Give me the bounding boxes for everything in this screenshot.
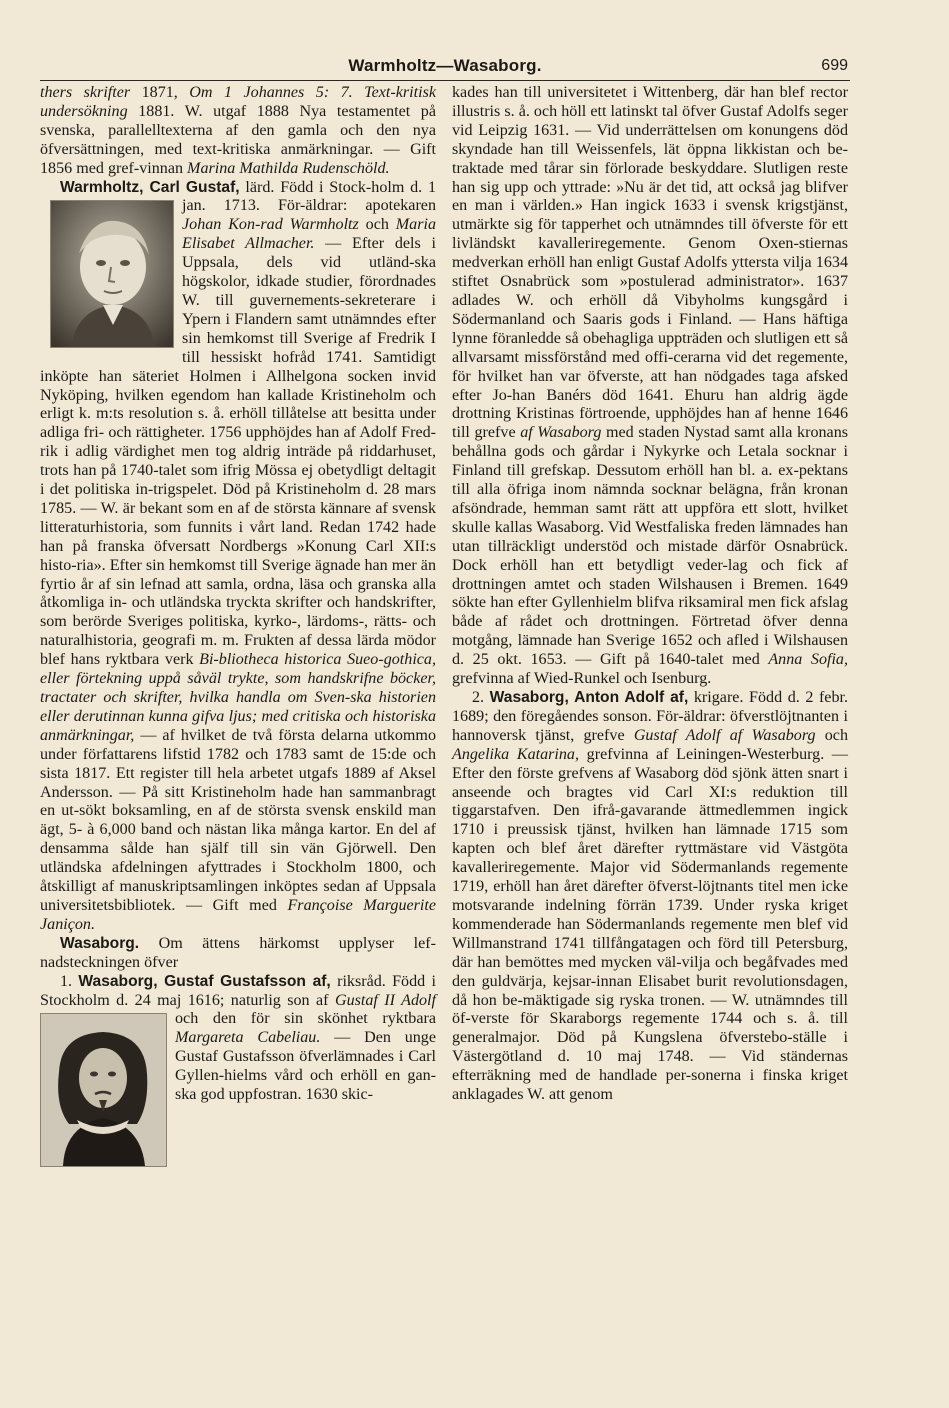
entry-gustaf-gustafsson: 1. Wasaborg, Gustaf Gustafsson af, riksråd. Född i Stockholm d. 24 maj 1616; naturlig son af Gustaf II Adolf och den för sin skönhet ryktbara Margareta Cabeliau. — Den unge Gustaf Gustafsson öfverlämnades i Carl Gyllen-hielms vård och erhöll en gan-ska god uppfostran. 1630 skic- — [40, 973, 436, 1105]
entry-heading: Wasaborg, Anton Adolf af, — [489, 689, 689, 706]
entry-heading: Wasaborg, Gustaf Gustafsson af, — [78, 972, 331, 990]
portrait-gustaf-gustafsson — [40, 1013, 167, 1167]
page-number: 699 — [821, 57, 848, 74]
entry-wasaborg-family: Wasaborg. Om ättens härkomst upplyser lef-nadsteckningen öfver — [40, 934, 436, 971]
entry-anton-adolf: 2. Wasaborg, Anton Adolf af, krigare. Född d. 2 febr. 1689; den föregåendes sonson. För-äldrar: öfverstlöjtnanten i hannoversk tjänst, grefve Gustaf Adolf af Wasaborg och Angelika Katarina, grefvinna af Leiningen-Westerburg. — Efter den förste grefvens af Wasaborg död sjönk ätten snart i anseende och bragtes vid Carl XI:s reduktion till tiggarstafven. Den ifrå-gavarande ättmedlemmen ingick 1710 i preussisk tjänst, hvilken han lämnade 1715 som kapten och blef året därefter ryttmästare vid Västgöta kavalleriregemente. Major vid Södermanlands regemente 1719, erhöll han året därefter öfverst-löjtnants titel men icke motsvarande indelning förrän 1739. Under ryska kriget kommenderade han Södermanlands regemente men blef vid Willmanstrand 1741 tillfångatagen och förd till Petersburg, där han bemöttes med mycken väl-vilja och begåfvades med den guldvärja, kejsar-innan Elisabet burit revolutionsdagen, då hon be-mäktigade sig ryska tronen. — W. utnämndes till öf-verste för Skaraborgs regemente 1744 och s. å. till generalmajor. Död på Kungslena öfverstebo-ställe i Västergötland d. 10 maj 1748. — Vid ständernas efterräkning med de handlade per-sonerna i finska kriget anklagades W. att genom — [452, 689, 849, 1104]
entry-gustaf-gustafsson-continued: kades han till universitetet i Wittenberg, där han blef rector illustris s. å. och höll ett latinskt tal öfver Gustaf Adolfs seger vid Leipzig 1631. — Vid underrättelsen om konungens död skyndade han till Weissenfels, lät öppna likkistan och be-traktade med tårar sin förlorade beskyddare. Slutligen reste han sig upp och yttrade: »Nu är det tid, att också jag blifver en man i världen.» Han ingick 1633 i svensk krigstjänst, utmärkte sig för tapperhet och utnämndes till öfverste för ett livländskt kavalleriregemente. Genom Oxen-stiernas medverkan erhöll han enligt Gustaf Adolfs yttersta vilja 1634 stiftet Osnabrück som »postulerad administrator». 1637 adlades W. och erhöll då Vibyholms kungsgård i Södermanland och Saaris gods i Finland. — Hans häftiga lynne föranledde så obehagliga uppträden och slutligen ett så allvarsamt missförstånd med offi-cerarna vid det regemente, för hvilket han var öfverste, att han nödgades taga afsked efter Jo-han Banérs död 1641. Ehuru han aldrig ägde drottning Kristinas förtroende, upphöjdes han af henne 1646 till grefve af Wasaborg med staden Nystad samt alla kronans behållna gods och gårdar i Nykyrke och Letala socknar i Finland till grefskap. Dessutom erhöll han bl. a. ex-pektans till alla öfriga inom nämnda socknar belägna, från kronan afsöndrade, hemman samt rätt att uppföra ett slott, hvilket skulle kallas Wasaborg. Vid Westfaliska freden lämnades han utan tillräckligt understöd och mistade därför Osnabrück. Dock erhöll han ett betydligt veder-lag och fick af drottningen amtet och staden Wilshausen i Bremen. 1649 sökte han efter Gyllenhielm blifva riksamiral men fick afslag både af rådet och drottningen. Förtretad öfver denna motgång, lämnade han Sverige 1652 och afled i Wilshausen d. 25 okt. 1653. — Gift på 1640-talet med Anna Sofia, grefvinna af Wied-Runkel och Isenburg. — [452, 84, 848, 688]
running-header — [40, 52, 850, 80]
continuation-paragraph: thers skrifter 1871, Om 1 Johannes 5: 7. Text-kritisk undersökning 1881. W. utgaf 1888 Nya testamentet på svenska, parallelltexterna af den gamla och den nya öfversättningen, med text-kritiska anmärkningar. — Gift 1856 med gref-vinnan Marina Mathilda Rudenschöld. — [40, 84, 436, 177]
entry-heading: Wasaborg. — [60, 934, 140, 952]
header-rule — [40, 80, 850, 81]
left-column — [40, 84, 436, 1169]
page-title: Warmholtz—Wasaborg. — [348, 56, 542, 75]
entry-warmholtz: Warmholtz, Carl Gustaf, lärd. Född i Stock-holm d. 1 jan. 1713. För-äldrar: apotekaren Johan Kon-rad Warmholtz och Maria Elisabet Allmacher. — Efter dels i Uppsala, dels vid utländ-ska högskolor, idkade studier, förordnades W. till guvernements-sekreterare i Ypern i Flandern samt utnämndes efter sin hemkomst till Sverige af Fredrik I till hessiskt hofråd 1741. Samtidigt inköpte han säteriet Holmen i Allhelgona socken invid Nyköping, hvilken egendom han kallade Kristineholm och erligt k. m:ts resolution s. å. erhöll tillåtelse att besitta under adliga fri- och rättigheter. 1756 upphöjdes han af Adolf Fred-rik i adlig värdighet men tog aldrig inträde på riddarhuset, trots han på 1740-talet som ifrig Mössa ej obetydligt deltagit i det politiska in-trigspelet. Död på Kristineholm d. 28 mars 1785. — W. är bekant som en af de största kännare af svensk litteraturhistoria, som funnits i vårt land. Redan 1742 hade han på franska öfversatt Nordbergs »Konung Carl XII:s histo-ria». Efter sin hemkomst till Sverige ägnade han mer än fyrtio år af sin lefnad att samla, ordna, läsa och granska alla åtkomliga in- och utländska tryckta skrifter och handskrifter, som berörde Sveriges politiska, kyrko-, lärdoms-, rätts- och naturalhistoria, geografi m. m. Frukten af dessa lärda mödor blef hans ryktbara verk Bi-bliotheca historica Sueo-gothica, eller förtekning uppå såväl trykte, som handskrifne böcker, tractater och skrifter, hvilka handla om Sven-ska historien eller derutinnan kunna gifva ljus; med critiska och historiska anmärkningar, — af hvilket de två första delarna utkommo under författarens lifstid 1782 och 1783 samt de 15:de och sista 1817. Ett register till hela arbetet utgafs 1889 af Aksel Andersson. — På sitt Kristineholm hade han sammanbragt en ut-sökt boksamling, en af de största svensk enskild man ägt, 5- à 6,000 band och nästan lika många kartor. En del af densamma sålde han själf till sin vän Gjörwell. Den utländska afdelningen afyttrades i Stockholm 1800, och åtskilligt af manuskriptsamlingen inköptes sedan af Uppsala universitetsbibliotek. — Gift med Françoise Marguerite Janiçon. — [40, 178, 437, 933]
right-column — [452, 84, 848, 1105]
portrait-warmholtz — [50, 200, 174, 348]
entry-heading: Warmholtz, Carl Gustaf, — [60, 178, 240, 196]
